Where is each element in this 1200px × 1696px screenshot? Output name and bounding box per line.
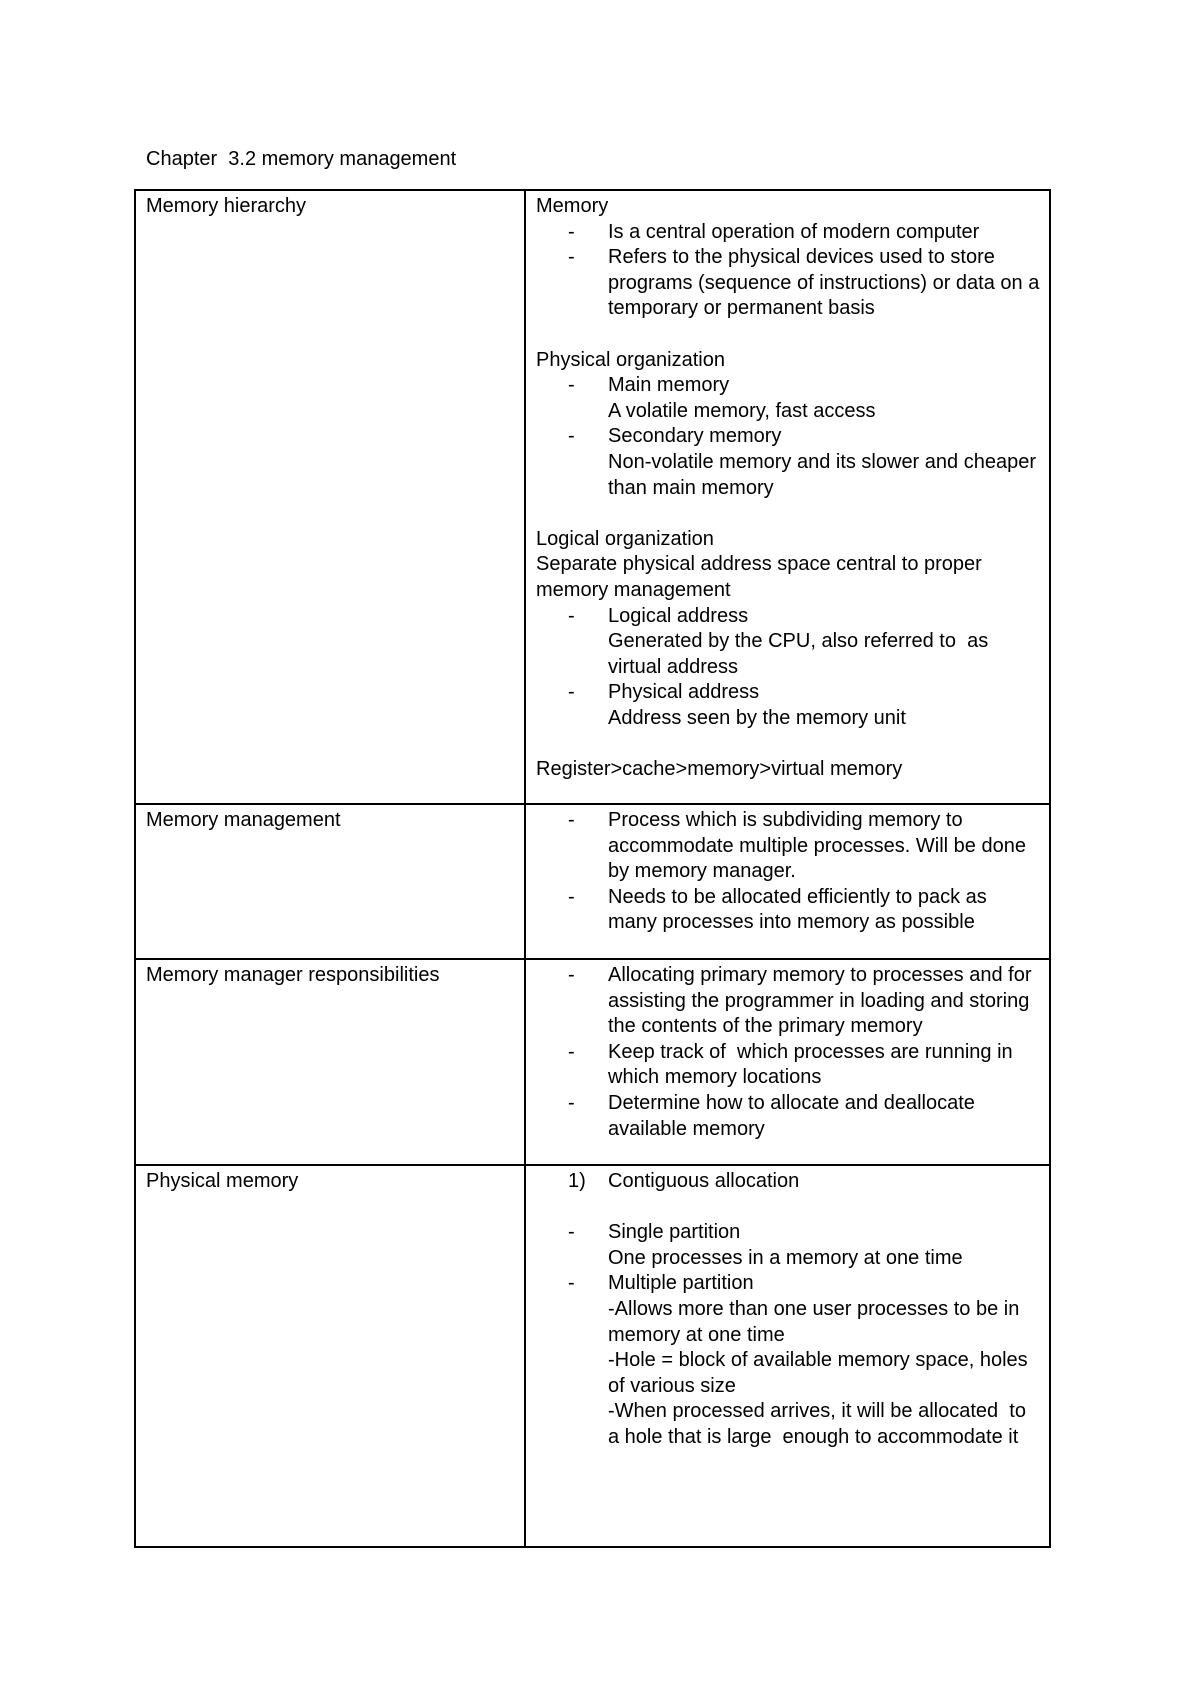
blank-line: [536, 1195, 1041, 1221]
list-item-content: [608, 1040, 1041, 1091]
section-heading: Logical organization: [536, 527, 714, 550]
list-item: [536, 424, 1041, 501]
blank-line: [536, 731, 1041, 757]
list-marker: -: [568, 681, 575, 704]
list-item-content: [608, 424, 1041, 501]
list-item-content: [608, 604, 1041, 681]
list-item: [536, 963, 1041, 1040]
list-item-text: A volatile memory, fast access: [608, 399, 876, 422]
list-item-content: [608, 680, 1041, 731]
list-item-text: Keep track of which processes are running in which memory locations: [608, 1040, 1019, 1089]
list-marker: -: [568, 1221, 575, 1244]
list-marker: -: [568, 1091, 575, 1114]
list-marker: -: [568, 885, 575, 908]
list-item-text: One processes in a memory at one time: [608, 1246, 963, 1269]
list-marker: -: [568, 374, 575, 397]
list-item-content: [608, 1271, 1041, 1450]
list-item-text: Allocating primary memory to processes and for assisting the programmer in loading and storing the contents of the primary memory: [608, 964, 1038, 1038]
list-item-text: Main memory: [608, 374, 730, 397]
table-row: [135, 959, 1050, 1165]
topic-label: Memory hierarchy: [146, 195, 307, 217]
list-item: [536, 1091, 1041, 1142]
list-item: [536, 245, 1045, 322]
list-item-content: [608, 245, 1045, 322]
list-item: [536, 1169, 1041, 1195]
section-heading: Separate physical address space central to proper memory management: [536, 553, 988, 601]
list-item-text: Determine how to allocate and deallocate available memory: [608, 1091, 981, 1140]
list-item-text: -When processed arrives, it will be allocated to a hole that is large enough to accommodate it: [608, 1400, 1032, 1448]
section-heading: Physical organization: [536, 348, 725, 371]
topic-label: Memory management: [146, 809, 341, 831]
list-marker: -: [568, 246, 575, 269]
list-item-text: Logical address: [608, 604, 749, 627]
list-item-text: Single partition: [608, 1221, 741, 1244]
list-item: [536, 680, 1041, 731]
list-item: [536, 220, 1041, 246]
list-item-text: Non-volatile memory and its slower and cheaper than main memory: [608, 450, 1042, 499]
list-marker: -: [568, 1040, 575, 1063]
topic-cell: [135, 959, 525, 1165]
details-cell: [525, 190, 1050, 804]
page-title: Chapter 3.2 memory management: [146, 148, 457, 170]
list-item-text: Generated by the CPU, also referred to as virtual address: [608, 630, 994, 678]
list-marker: -: [568, 425, 575, 448]
list-item-text: -Allows more than one user processes to be in memory at one time: [608, 1297, 1025, 1346]
details-cell: [525, 804, 1050, 959]
list-item: [536, 373, 1041, 424]
notes-table: [134, 189, 1051, 1548]
topic-label: Memory manager responsibilities: [146, 964, 440, 986]
topic-cell: [135, 804, 525, 959]
list-item-content: [608, 1091, 1041, 1142]
list-item-content: [608, 885, 1041, 936]
list-item-content: [608, 373, 1041, 424]
table-row: [135, 190, 1050, 804]
list-item-text: Multiple partition: [608, 1272, 754, 1295]
list-item-text: Process which is subdividing memory to accommodate multiple processes. Will be done by memory manager.: [608, 809, 1032, 883]
list-item: [536, 1220, 1041, 1271]
list-item: [536, 1271, 1041, 1450]
blank-line: [536, 501, 1041, 527]
list-item-content: [608, 1169, 1041, 1195]
list-marker: -: [568, 220, 575, 243]
list-marker: 1): [568, 1170, 586, 1192]
topic-cell: [135, 1165, 525, 1547]
list-item-text: Is a central operation of modern computer: [608, 220, 980, 243]
section-heading: Memory: [536, 195, 609, 217]
list-item-content: [608, 808, 1041, 885]
blank-line: [536, 322, 1041, 348]
list-item-text: -Hole = block of available memory space, holes of various size: [608, 1349, 1034, 1397]
list-item-text: Contiguous allocation: [608, 1170, 800, 1192]
list-item-text: Needs to be allocated efficiently to pack as many processes into memory as possible: [608, 885, 993, 934]
table-row: [135, 804, 1050, 959]
list-item-content: [608, 1220, 1041, 1271]
list-marker: -: [568, 604, 575, 627]
section-heading: Register>cache>memory>virtual memory: [536, 758, 903, 781]
details-cell: [525, 959, 1050, 1165]
list-item-text: Physical address: [608, 681, 760, 704]
topic-cell: [135, 190, 525, 804]
list-item-content: [608, 963, 1041, 1040]
list-marker: -: [568, 809, 575, 831]
list-item: [536, 808, 1041, 885]
list-item: [536, 885, 1041, 936]
details-cell: [525, 1165, 1050, 1547]
table-row: [135, 1165, 1050, 1547]
list-marker: -: [568, 1272, 575, 1295]
list-item-text: Secondary memory: [608, 425, 782, 448]
list-item-content: [608, 220, 1041, 246]
list-marker: -: [568, 964, 575, 986]
list-item-text: Refers to the physical devices used to store programs (sequence of instructions) or data on a temporary or permanent basis: [608, 246, 1045, 320]
list-item: [536, 604, 1041, 681]
list-item: [536, 1040, 1041, 1091]
topic-label: Physical memory: [146, 1170, 299, 1192]
list-item-text: Address seen by the memory unit: [608, 706, 906, 729]
